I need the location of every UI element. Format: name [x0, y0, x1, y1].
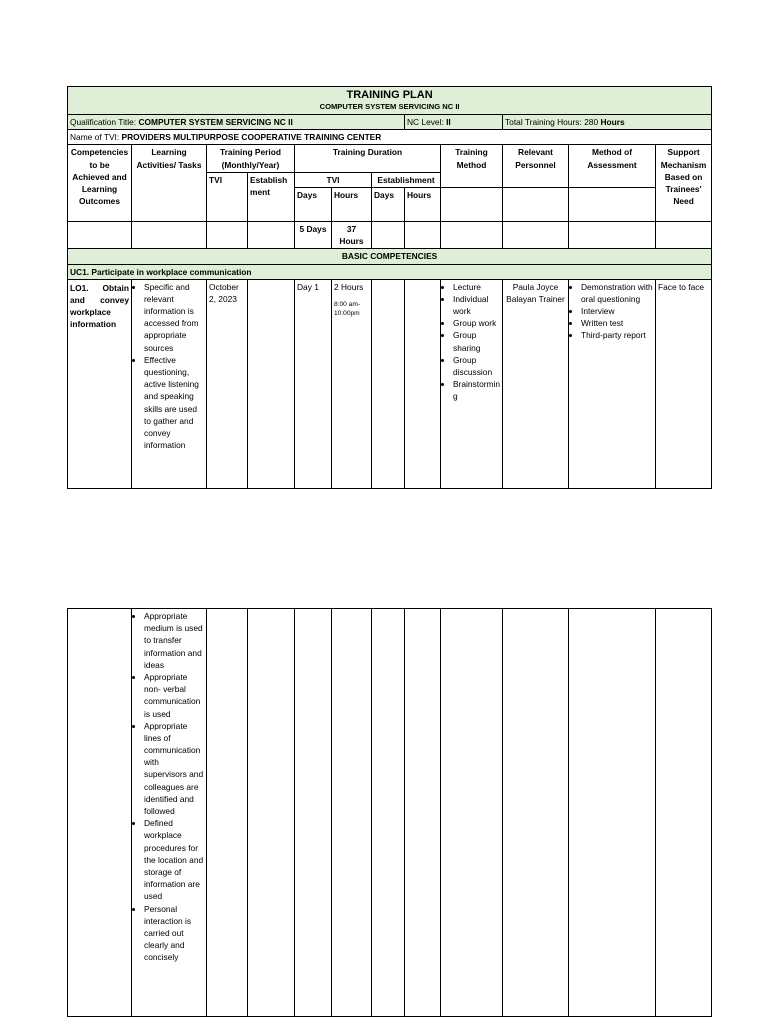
- activities-list: [134, 281, 204, 452]
- header-relevant-personnel: Relevant Personnel: [503, 145, 569, 188]
- page-title: TRAINING PLAN: [346, 89, 433, 101]
- header-period-tvi: TVI: [207, 172, 248, 221]
- empty-cell: [332, 609, 372, 1017]
- qualification-cell: [68, 115, 405, 130]
- empty-cell: [372, 609, 405, 1017]
- empty-cell: [656, 609, 712, 1017]
- hours-value: 2 Hours: [334, 281, 364, 292]
- assessment-item: • Interview: [581, 305, 653, 317]
- uc1-row: UC1. Participate in workplace communication: [68, 264, 712, 279]
- method-item: • Group discussion: [453, 354, 500, 378]
- tvi-value: PROVIDERS MULTIPURPOSE COOPERATIVE TRAINING CENTER: [121, 132, 382, 143]
- header-hours-establishment: Hours: [405, 187, 441, 221]
- empty-cell: [503, 187, 569, 221]
- empty-cell: [248, 609, 295, 1017]
- method-item: • Brainstorming: [453, 378, 500, 402]
- method-item: • Group work: [453, 317, 500, 329]
- empty-cell: [656, 221, 712, 248]
- total-days: 5 Days: [295, 221, 332, 248]
- header-training-period: Training Period (Monthly/Year): [207, 145, 295, 172]
- empty-cell: [295, 609, 332, 1017]
- header-days: Days: [295, 187, 332, 221]
- method-item: • Group sharing: [453, 329, 500, 353]
- relevant-personnel-value: Paula Joyce Balayan Trainer: [503, 279, 569, 488]
- empty-cell: [405, 279, 441, 488]
- total-hours: 37 Hours: [332, 221, 372, 248]
- total-hours-unit: Hours: [600, 117, 625, 128]
- empty-cell: [569, 187, 656, 221]
- training-methods-list: [443, 281, 500, 403]
- activities-cell-continued: [132, 609, 207, 1017]
- period-tvi-value: October 2, 2023: [207, 279, 248, 488]
- nc-level-cell: [405, 115, 503, 130]
- empty-cell: [441, 221, 503, 248]
- activity-item: • Defined workplace procedures for the location and storage of information are used: [144, 817, 204, 902]
- header-period-establishment: Establishment: [248, 172, 295, 221]
- activity-item: • Effective questioning, active listening and speaking skills are used to gather and convey information: [144, 354, 204, 452]
- empty-cell: [503, 609, 569, 1017]
- hours-cell: [332, 279, 372, 488]
- nc-level-label: NC Level:: [407, 117, 447, 128]
- assessment-cell: [569, 279, 656, 488]
- activity-item: • Appropriate lines of communication with supervisors and colleagues are identified and followed: [144, 720, 204, 818]
- empty-cell: [372, 279, 405, 488]
- header-training-method: Training Method: [441, 145, 503, 188]
- support-value: Face to face: [656, 279, 712, 488]
- empty-cell: [68, 221, 132, 248]
- header-training-duration: Training Duration: [295, 145, 441, 172]
- empty-cell: [503, 221, 569, 248]
- qualification-label: Qualification Title:: [70, 117, 139, 128]
- activities-cell: [132, 279, 207, 488]
- empty-cell: [248, 221, 295, 248]
- header-days-establishment: Days: [372, 187, 405, 221]
- header-duration-establishment: Establishment: [372, 172, 441, 187]
- empty-cell: [441, 187, 503, 221]
- title-cell: [68, 87, 712, 115]
- training-plan-table-page-1: [67, 86, 711, 489]
- empty-cell: [132, 221, 207, 248]
- activity-item: • Appropriate non- verbal communication is used: [144, 671, 204, 720]
- empty-cell: [207, 221, 248, 248]
- assessment-item: • Third-party report: [581, 329, 653, 341]
- tvi-label: Name of TVI:: [70, 132, 122, 143]
- training-plan-table-page-2: [67, 608, 711, 1017]
- assessment-item: • Written test: [581, 317, 653, 329]
- total-hours-cell: [503, 115, 712, 130]
- header-activities: Learning Activities/ Tasks: [132, 145, 207, 222]
- method-item: • Lecture: [453, 281, 500, 293]
- empty-cell: [207, 609, 248, 1017]
- method-item: • Individual work: [453, 293, 500, 317]
- time-range: 8:00 am-10:00pm: [334, 300, 361, 317]
- day-value: Day 1: [295, 279, 332, 488]
- empty-cell: [248, 279, 295, 488]
- activity-item: • Specific and relevant information is accessed from appropriate sources: [144, 281, 204, 354]
- header-method-assessment: Method of Assessment: [569, 145, 656, 188]
- qualification-value: COMPUTER SYSTEM SERVICING NC II: [138, 117, 293, 128]
- learning-outcome-lo1: LO1. Obtain and convey workplace information: [68, 279, 132, 488]
- activity-item: • Personal interaction is carried out clearly and concisely: [144, 903, 204, 964]
- header-hours: Hours: [332, 187, 372, 221]
- assessment-item: • Demonstration with oral questioning: [581, 281, 653, 305]
- nc-level-value: II: [446, 117, 451, 128]
- empty-cell: [405, 609, 441, 1017]
- page-subtitle: COMPUTER SYSTEM SERVICING NC II: [319, 102, 460, 112]
- total-hours-label: Total Training Hours: 280: [505, 117, 601, 128]
- training-methods-cell: [441, 279, 503, 488]
- activity-item: • Appropriate medium is used to transfer information and ideas: [144, 610, 204, 671]
- empty-cell: [68, 609, 132, 1017]
- basic-competencies-row: BASIC COMPETENCIES: [68, 249, 712, 264]
- activities-list-continued: [134, 610, 204, 963]
- assessment-list: [571, 281, 653, 342]
- empty-cell: [441, 609, 503, 1017]
- tvi-name-cell: [68, 130, 712, 145]
- empty-cell: [405, 221, 441, 248]
- header-competencies: Competencies to be Achieved and Learning Outcomes: [68, 145, 132, 222]
- header-support: Support Mechanism Based on Trainees' Need: [656, 145, 712, 222]
- empty-cell: [569, 609, 656, 1017]
- header-duration-tvi: TVI: [295, 172, 372, 187]
- empty-cell: [569, 221, 656, 248]
- empty-cell: [372, 221, 405, 248]
